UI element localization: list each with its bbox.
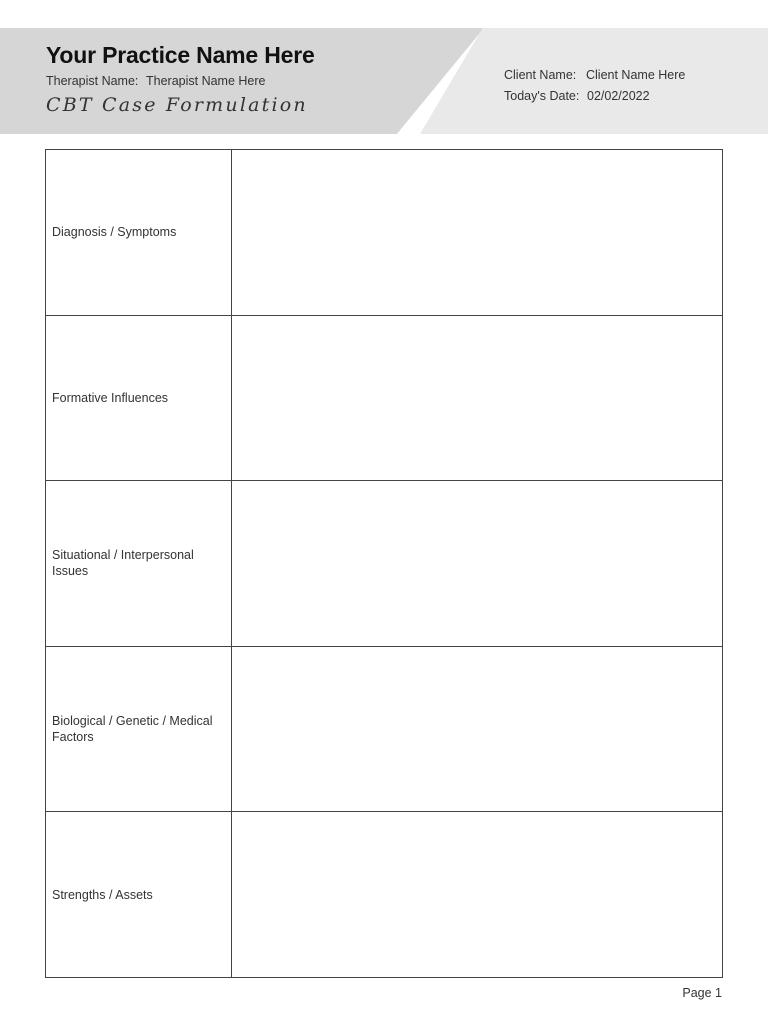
- therapist-name-label: Therapist Name:: [46, 74, 139, 88]
- row-label: Formative Influences: [52, 390, 169, 405]
- page-number: Page 1: [682, 986, 722, 1000]
- row-diagnosis-symptoms: [46, 150, 722, 316]
- client-name-label: Client Name:: [504, 68, 577, 82]
- row-label-cell: [46, 150, 232, 315]
- row-label-cell: [46, 481, 232, 646]
- diagnosis-symptoms-field[interactable]: [232, 150, 722, 315]
- practice-name: Your Practice Name Here: [46, 42, 315, 68]
- row-label: Strengths / Assets: [52, 887, 153, 902]
- todays-date-value[interactable]: 02/02/2022: [587, 89, 650, 103]
- form-title: CBT Case Formulation: [46, 94, 308, 116]
- row-label: Biological / Genetic / Medical Factors: [52, 714, 213, 745]
- row-label-cell: [46, 647, 232, 812]
- row-biological-genetic-medical-factors: [46, 647, 722, 813]
- biological-genetic-medical-factors-field[interactable]: [232, 647, 722, 812]
- therapist-name-value[interactable]: Therapist Name Here: [146, 74, 266, 88]
- row-formative-influences: [46, 316, 722, 482]
- row-label-cell: [46, 812, 232, 977]
- strengths-assets-field[interactable]: [232, 812, 722, 977]
- client-name-value[interactable]: Client Name Here: [586, 68, 686, 82]
- row-situational-interpersonal-issues: [46, 481, 722, 647]
- formative-influences-field[interactable]: [232, 316, 722, 481]
- todays-date-label: Today's Date:: [504, 89, 580, 103]
- row-label: Situational / Interpersonal Issues: [52, 548, 194, 579]
- row-label: Diagnosis / Symptoms: [52, 225, 177, 240]
- row-strengths-assets: [46, 812, 722, 977]
- formulation-table: [45, 149, 723, 978]
- situational-interpersonal-issues-field[interactable]: [232, 481, 722, 646]
- row-label-cell: [46, 316, 232, 481]
